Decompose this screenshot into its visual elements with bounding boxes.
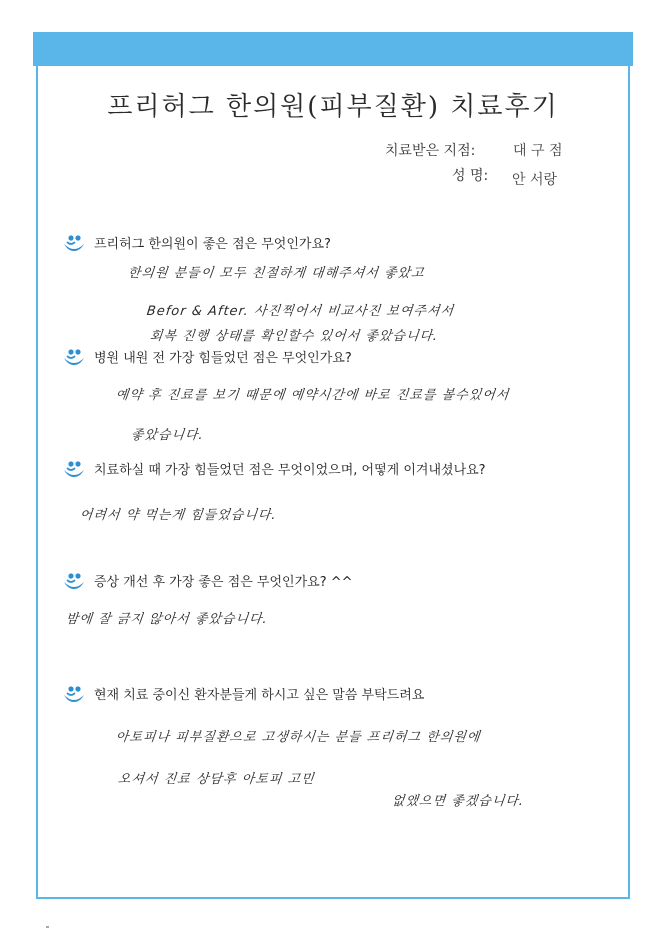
header-color-band [33, 32, 633, 66]
question-text: 프리허그 한의원이 좋은 점은 무엇인가요? [94, 236, 331, 252]
name-row [452, 165, 558, 188]
question-5 [62, 683, 424, 703]
question-text: 치료하실 때 가장 힘들었던 점은 무엇이었으며, 어떻게 이겨내셨나요? [94, 462, 486, 478]
answer-line: 한의원 분들이 모두 친절하게 대해주셔서 좋았고 [127, 266, 426, 281]
answer-line: 좋았습니다. [130, 428, 205, 443]
answer-line: 아토피나 피부질환으로 고생하시는 분들 프리허그 한의원에 [115, 730, 482, 745]
question-3 [62, 458, 486, 478]
hug-logo-icon [62, 683, 86, 703]
answer-line: Befor & After. 사진찍어서 비교사진 보여주셔서 [146, 304, 455, 319]
hug-logo-icon [62, 232, 86, 252]
answer-line: 오셔서 진료 상담후 아토피 고민 [117, 772, 316, 787]
form-title: 프리허그 한의원(피부질환) 치료후기 [107, 92, 559, 122]
branch-row [385, 140, 563, 160]
answer-line: 없앴으면 좋겠습니다. [391, 794, 525, 809]
question-4 [62, 570, 353, 590]
hug-logo-icon [62, 346, 86, 366]
scan-mark [46, 926, 49, 928]
question-text: 증상 개선 후 가장 좋은 점은 무엇인가요? ^^ [94, 574, 353, 590]
hug-logo-icon [62, 570, 86, 590]
answer-line: 어려서 약 먹는게 힘들었습니다. [79, 508, 278, 523]
branch-label: 치료받은 지점: [385, 143, 476, 159]
hug-logo-icon [62, 458, 86, 478]
answer-line: 예약 후 진료를 보기 때문에 예약시간에 바로 진료를 볼수있어서 [115, 388, 511, 403]
answer-line: 회복 진행 상태를 확인할수 있어서 좋았습니다. [149, 329, 439, 344]
question-1 [62, 232, 331, 252]
answer-line: 밤에 잘 긁지 않아서 좋았습니다. [65, 612, 269, 627]
name-label: 성 명: [452, 168, 489, 184]
branch-value: 대 구 점 [513, 143, 563, 159]
question-2 [62, 346, 352, 366]
name-value: 안 서랑 [512, 172, 558, 188]
question-text: 현재 치료 중이신 환자분들게 하시고 싶은 말씀 부탁드려요 [94, 687, 425, 703]
question-text: 병원 내원 전 가장 힘들었던 점은 무엇인가요? [94, 350, 352, 366]
